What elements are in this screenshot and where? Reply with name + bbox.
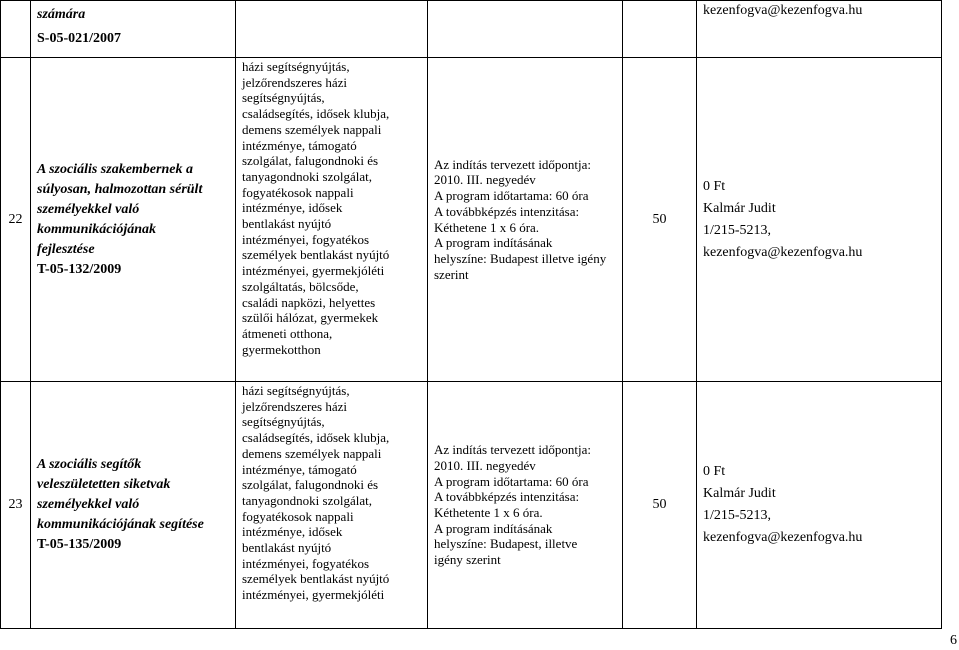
- target-line: tanyagondnoki szolgálat,: [242, 168, 372, 184]
- target-line: fogyatékosok nappali: [242, 184, 354, 200]
- course-info-cell: [428, 382, 623, 629]
- info-line: helyszíne: Budapest illetve igény: [434, 250, 607, 266]
- info-line: A továbbképzés intenzitása:: [434, 203, 580, 219]
- info-line: Az indítás tervezett időpontja:: [434, 442, 592, 458]
- target-line: demens személyek nappali: [242, 121, 382, 137]
- target-line: szolgáltatás, bölcsőde,: [242, 278, 359, 294]
- target-line: segítségnyújtás,: [242, 414, 325, 430]
- info-line: Kéthetente 1 x 6 óra.: [434, 505, 543, 520]
- hours-value: 50: [623, 58, 697, 382]
- course-code: S-05-021/2007: [37, 31, 121, 46]
- fee-value: 0 Ft: [703, 464, 726, 479]
- course-title-line: fejlesztése: [37, 241, 95, 257]
- info-cell: [428, 1, 623, 58]
- info-line: Az indítás tervezett időpontja:: [434, 156, 592, 172]
- target-line: családsegítés, idősek klubja,: [242, 106, 390, 122]
- course-title-line: kommunikációjának: [37, 221, 157, 237]
- course-code: T-05-132/2009: [37, 261, 122, 277]
- course-title-line: számára: [37, 7, 86, 22]
- info-line: igény szerint: [434, 552, 501, 568]
- number-cell: [1, 1, 31, 58]
- page-number: 6: [950, 633, 957, 648]
- course-title-line: A szociális szakembernek a: [37, 161, 193, 177]
- contact-cell: [697, 1, 942, 58]
- info-line: A program indításának: [434, 520, 553, 536]
- target-group-cell: [236, 58, 428, 382]
- contact-name: Kalmár Judit: [703, 200, 776, 216]
- contact-phone: 1/215-5213,: [703, 508, 772, 523]
- hours-value: 50: [623, 382, 697, 629]
- row-number: 23: [1, 382, 31, 629]
- target-line: intézménye, idősek: [242, 200, 343, 216]
- course-title-cell: [31, 58, 236, 382]
- target-line: segítségnyújtás,: [242, 90, 325, 106]
- target-line: szolgálat, falugondnoki és: [242, 153, 379, 169]
- table-row: [1, 58, 942, 382]
- target-line: szülői hálózat, gyermekek: [242, 310, 379, 326]
- course-title-line: kommunikációjának segítése: [37, 517, 204, 532]
- contact-email: kezenfogva@kezenfogva.hu: [703, 244, 863, 260]
- contact-cell: [697, 382, 942, 629]
- target-line: fogyatékosok nappali: [242, 508, 354, 524]
- fee-value: 0 Ft: [703, 178, 726, 194]
- target-line: intézményei, gyermekjóléti: [242, 263, 385, 279]
- target-line: intézménye, idősek: [242, 524, 343, 540]
- info-line: Kéthetene 1 x 6 óra.: [434, 219, 540, 235]
- course-title-line: A szociális segítők: [37, 457, 142, 472]
- info-line: A program időtartama: 60 óra: [434, 473, 589, 489]
- course-title-line: súlyosan, halmozottan sérült: [37, 181, 203, 197]
- target-line: gyermekotthon: [242, 341, 321, 357]
- info-line: szerint: [434, 266, 469, 282]
- contact-email: kezenfogva@kezenfogva.hu: [703, 530, 863, 545]
- target-line: házi segítségnyújtás,: [242, 59, 350, 74]
- target-line: jelzőrendszeres házi: [242, 74, 348, 90]
- hours-cell: [623, 1, 697, 58]
- target-line: személyek bentlakást nyújtó: [242, 247, 390, 263]
- table-row: [1, 382, 942, 629]
- course-code: T-05-135/2009: [37, 537, 122, 552]
- target-line: jelzőrendszeres házi: [242, 398, 348, 414]
- target-line: intézményei, gyermekjóléti: [242, 587, 385, 603]
- target-line: intézménye, támogató: [242, 461, 357, 477]
- row-number: 22: [1, 58, 31, 382]
- contact-phone: 1/215-5213,: [703, 222, 772, 238]
- info-line: A program időtartama: 60 óra: [434, 188, 589, 204]
- target-line: szolgálat, falugondnoki és: [242, 477, 379, 493]
- target-line: családsegítés, idősek klubja,: [242, 430, 390, 446]
- info-line: 2010. III. negyedév: [434, 172, 536, 188]
- target-line: bentlakást nyújtó: [242, 216, 332, 232]
- contact-cell: [697, 58, 942, 382]
- target-line: családi napközi, helyettes: [242, 294, 376, 310]
- course-title-cell: [31, 382, 236, 629]
- target-line: intézményei, fogyatékos: [242, 231, 370, 247]
- target-line: intézménye, támogató: [242, 137, 357, 153]
- target-line: bentlakást nyújtó: [242, 540, 332, 556]
- target-line: tanyagondnoki szolgálat,: [242, 492, 372, 508]
- target-line: házi segítségnyújtás,: [242, 383, 350, 398]
- contact-email: kezenfogva@kezenfogva.hu: [703, 3, 863, 18]
- info-line: A program indításának: [434, 235, 553, 251]
- course-info-cell: [428, 58, 623, 382]
- contact-name: Kalmár Judit: [703, 486, 776, 501]
- course-title-line: személyekkel való: [37, 201, 140, 217]
- course-title-line: veleszületetten siketvak: [37, 477, 171, 492]
- target-line: intézményei, fogyatékos: [242, 555, 370, 571]
- info-line: helyszíne: Budapest, illetve: [434, 536, 578, 552]
- target-group-cell: [236, 382, 428, 629]
- target-cell: [236, 1, 428, 58]
- table-row-top: [1, 1, 942, 58]
- info-line: A továbbképzés intenzitása:: [434, 489, 580, 505]
- target-line: demens személyek nappali: [242, 445, 382, 461]
- course-title-line: személyekkel való: [37, 497, 140, 512]
- course-title-cell: [31, 1, 236, 58]
- target-line: személyek bentlakást nyújtó: [242, 571, 390, 587]
- target-line: átmeneti otthona,: [242, 325, 333, 341]
- info-line: 2010. III. negyedév: [434, 457, 536, 473]
